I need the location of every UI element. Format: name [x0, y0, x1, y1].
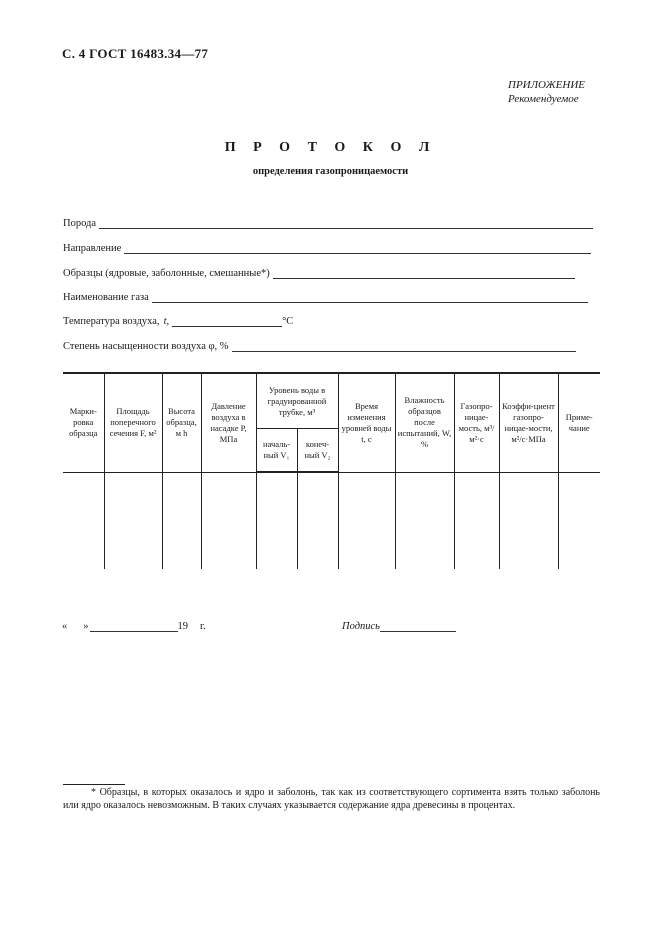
date-year: 19 [177, 621, 188, 632]
date-month-line [90, 622, 178, 632]
date-close-quote: » [83, 621, 89, 632]
table-cell [162, 472, 201, 569]
col-time: Время изменения уровней воды t, с [338, 373, 395, 472]
field-direction [63, 243, 591, 254]
signature-line [380, 622, 456, 632]
table-cell [454, 472, 499, 569]
field-samples [63, 268, 575, 279]
table-cell [499, 472, 558, 569]
table-cell [256, 472, 297, 569]
field-air-temp-label: Температура воздуха, [63, 316, 160, 327]
col-area: Площадь поперечного сечения F, м² [104, 373, 162, 472]
field-air-temp-var: t, [163, 316, 170, 327]
field-samples-label: Образцы (ядровые, заболонные, смешанные*) [63, 268, 270, 279]
col-coefficient: Коэффи-циент газопро-ницае-мости, м²/с·МПа [499, 373, 558, 472]
field-species [63, 218, 593, 229]
field-species-label: Порода [63, 218, 97, 229]
signature-label: Подпись [342, 621, 380, 632]
appendix-status: Рекомендуемое [508, 93, 579, 105]
field-gas-name-label: Наименование газа [63, 292, 149, 303]
table-cell [104, 472, 162, 569]
table-cell [338, 472, 395, 569]
protocol-title: П Р О Т О К О Л [224, 140, 437, 155]
field-direction-label: Направление [63, 243, 122, 254]
field-species-line [99, 219, 593, 229]
appendix-block [508, 78, 585, 106]
col-permeability: Газопро-ницае-мость, м³/м²·с [454, 373, 499, 472]
field-samples-line [273, 269, 575, 279]
table-cell [558, 472, 600, 569]
results-table [63, 372, 600, 569]
field-direction-line [124, 244, 591, 254]
date-open-quote: « [62, 621, 68, 632]
table-row [63, 472, 600, 569]
date-suffix: г. [200, 621, 206, 632]
footnote: * Образцы, в которых оказалось и ядро и заболонь, так как из соответствующего сортимента взять только заболонь или ядро оказалось невозможным. В таких случаях указывается содержание ядра древесины в процентах. [63, 787, 600, 811]
col-pressure: Давление воздуха в насадке P, МПа [201, 373, 256, 472]
col-water-initial: началь-ный V₁ [256, 429, 297, 473]
field-humidity [63, 341, 576, 352]
col-marking: Марки-ровка образца [63, 373, 104, 472]
field-air-temp-unit: °С [282, 316, 294, 327]
col-notes: Приме-чание [558, 373, 600, 472]
col-water-level: Уровень воды в градуированной трубке, м³ [256, 373, 338, 429]
field-humidity-line [232, 342, 576, 352]
protocol-subtitle: определения газопроницаемости [252, 166, 409, 177]
field-gas-name [63, 292, 588, 303]
col-water-final: конеч-ный V₂ [297, 429, 338, 473]
date-field [62, 621, 206, 632]
footnote-divider [63, 784, 125, 785]
signature-field [342, 621, 456, 632]
field-gas-name-line [152, 293, 588, 303]
document-header: С. 4 ГОСТ 16483.34—77 [62, 46, 209, 61]
field-humidity-label: Степень насыщенности воздуха φ, % [63, 341, 229, 352]
table-cell [63, 472, 104, 569]
col-height: Высота образца, м h [162, 373, 201, 472]
field-air-temp-line [172, 317, 282, 327]
appendix-label: ПРИЛОЖЕНИЕ [508, 79, 585, 91]
table-cell [395, 472, 454, 569]
table-cell [201, 472, 256, 569]
field-air-temp [63, 316, 293, 327]
col-moisture: Влажность образцов после испытаний, W, % [395, 373, 454, 472]
table-cell [297, 472, 338, 569]
